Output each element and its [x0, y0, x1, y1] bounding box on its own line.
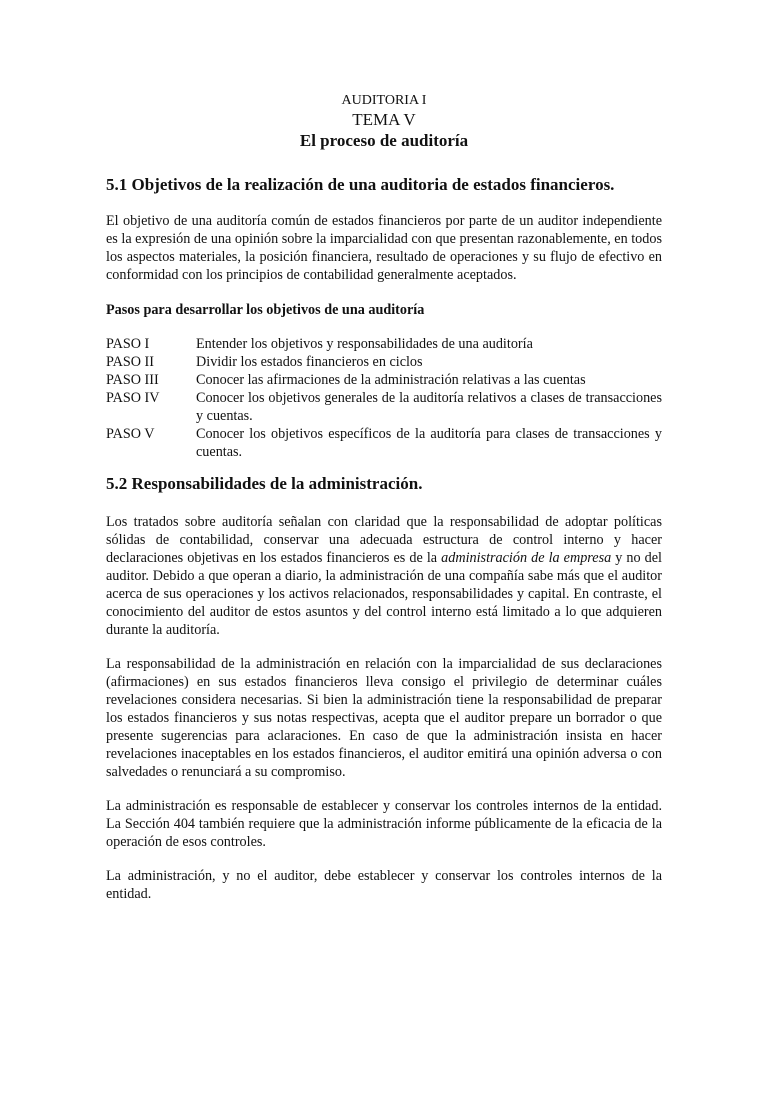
paragraph-text: Los tratados sobre auditoría señalan con claridad que la responsabilidad de adoptar políticas sólidas de contabilidad, conservar una adecuada estructura de control interno y hacer declaraciones objetivas en los estados financieros es de la [106, 514, 662, 566]
section-1-heading: 5.1 Objetivos de la realización de una auditoria de estados financieros. [106, 175, 615, 194]
step-row [106, 371, 662, 389]
step-key: PASO I [106, 336, 150, 352]
section-2-paragraph-1 [106, 513, 662, 639]
step-text: Dividir los estados financieros en ciclos [196, 354, 423, 370]
section-1-paragraph: El objetivo de una auditoría común de estados financieros por parte de un auditor independiente es la expresión de una opinión sobre la imparcialidad con que presentan razonablemente, en todos los aspectos materiales, la posición financiera, resultado de operaciones y su flujo de efectivo en conformidad con los principios de contabilidad generalmente aceptados. [106, 213, 662, 283]
step-text: Conocer las afirmaciones de la administración relativas a las cuentas [196, 372, 586, 388]
step-key: PASO V [106, 426, 155, 442]
course-label: AUDITORIA I [341, 93, 427, 108]
section-2-paragraph-3: La administración es responsable de establecer y conservar los controles internos de la entidad. La Sección 404 también requiere que la administración informe públicamente de la eficacia de la operación de esos controles. [106, 798, 662, 850]
document-page [0, 92, 768, 1116]
steps-heading: Pasos para desarrollar los objetivos de una auditoría [106, 302, 425, 318]
step-row [106, 353, 662, 371]
step-text: Conocer los objetivos específicos de la auditoría para clases de transacciones y cuentas. [196, 426, 662, 460]
step-row [106, 389, 662, 425]
step-row [106, 425, 662, 461]
emphasis-text: administración de la empresa [441, 550, 612, 566]
section-2-paragraph-2: La responsabilidad de la administración en relación con la imparcialidad de sus declaraciones (afirmaciones) en sus estados financieros lleva consigo el privilegio de determinar cuáles revelaciones considera necesarias. Si bien la administración tiene la responsabilidad de preparar los estados financieros y sus notas respectivas, acepta que el auditor prepare un borrador o que presente sugerencias para aclaraciones. En caso de que la administración insista en hacer revelaciones inaceptables en los estados financieros, el auditor emitirá una opinión adversa o con salvedades o renunciará a su compromiso. [106, 656, 662, 780]
step-text: Conocer los objetivos generales de la auditoría relativos a clases de transacciones y cuentas. [196, 390, 662, 424]
step-key: PASO II [106, 354, 154, 370]
page-title: El proceso de auditoría [299, 131, 469, 150]
tema-label: TEMA V [352, 110, 416, 129]
section-2-heading: 5.2 Responsabilidades de la administración. [106, 474, 423, 493]
step-text: Entender los objetivos y responsabilidades de una auditoría [196, 336, 533, 352]
section-2-paragraph-4: La administración, y no el auditor, debe establecer y conservar los controles internos de la entidad. [106, 868, 662, 902]
steps-list [106, 335, 662, 461]
paragraph-text: y no del auditor. Debido a que operan a diario, la administración de una compañía sabe más que el auditor acerca de sus operaciones y los activos relacionados, responsabilidades y capital. En contraste, el conocimiento del auditor de estos asuntos y del control interno está limitado a lo que adquieren durante la auditoría. [106, 550, 662, 638]
step-row [106, 335, 662, 353]
step-key: PASO IV [106, 390, 160, 406]
step-key: PASO III [106, 372, 159, 388]
